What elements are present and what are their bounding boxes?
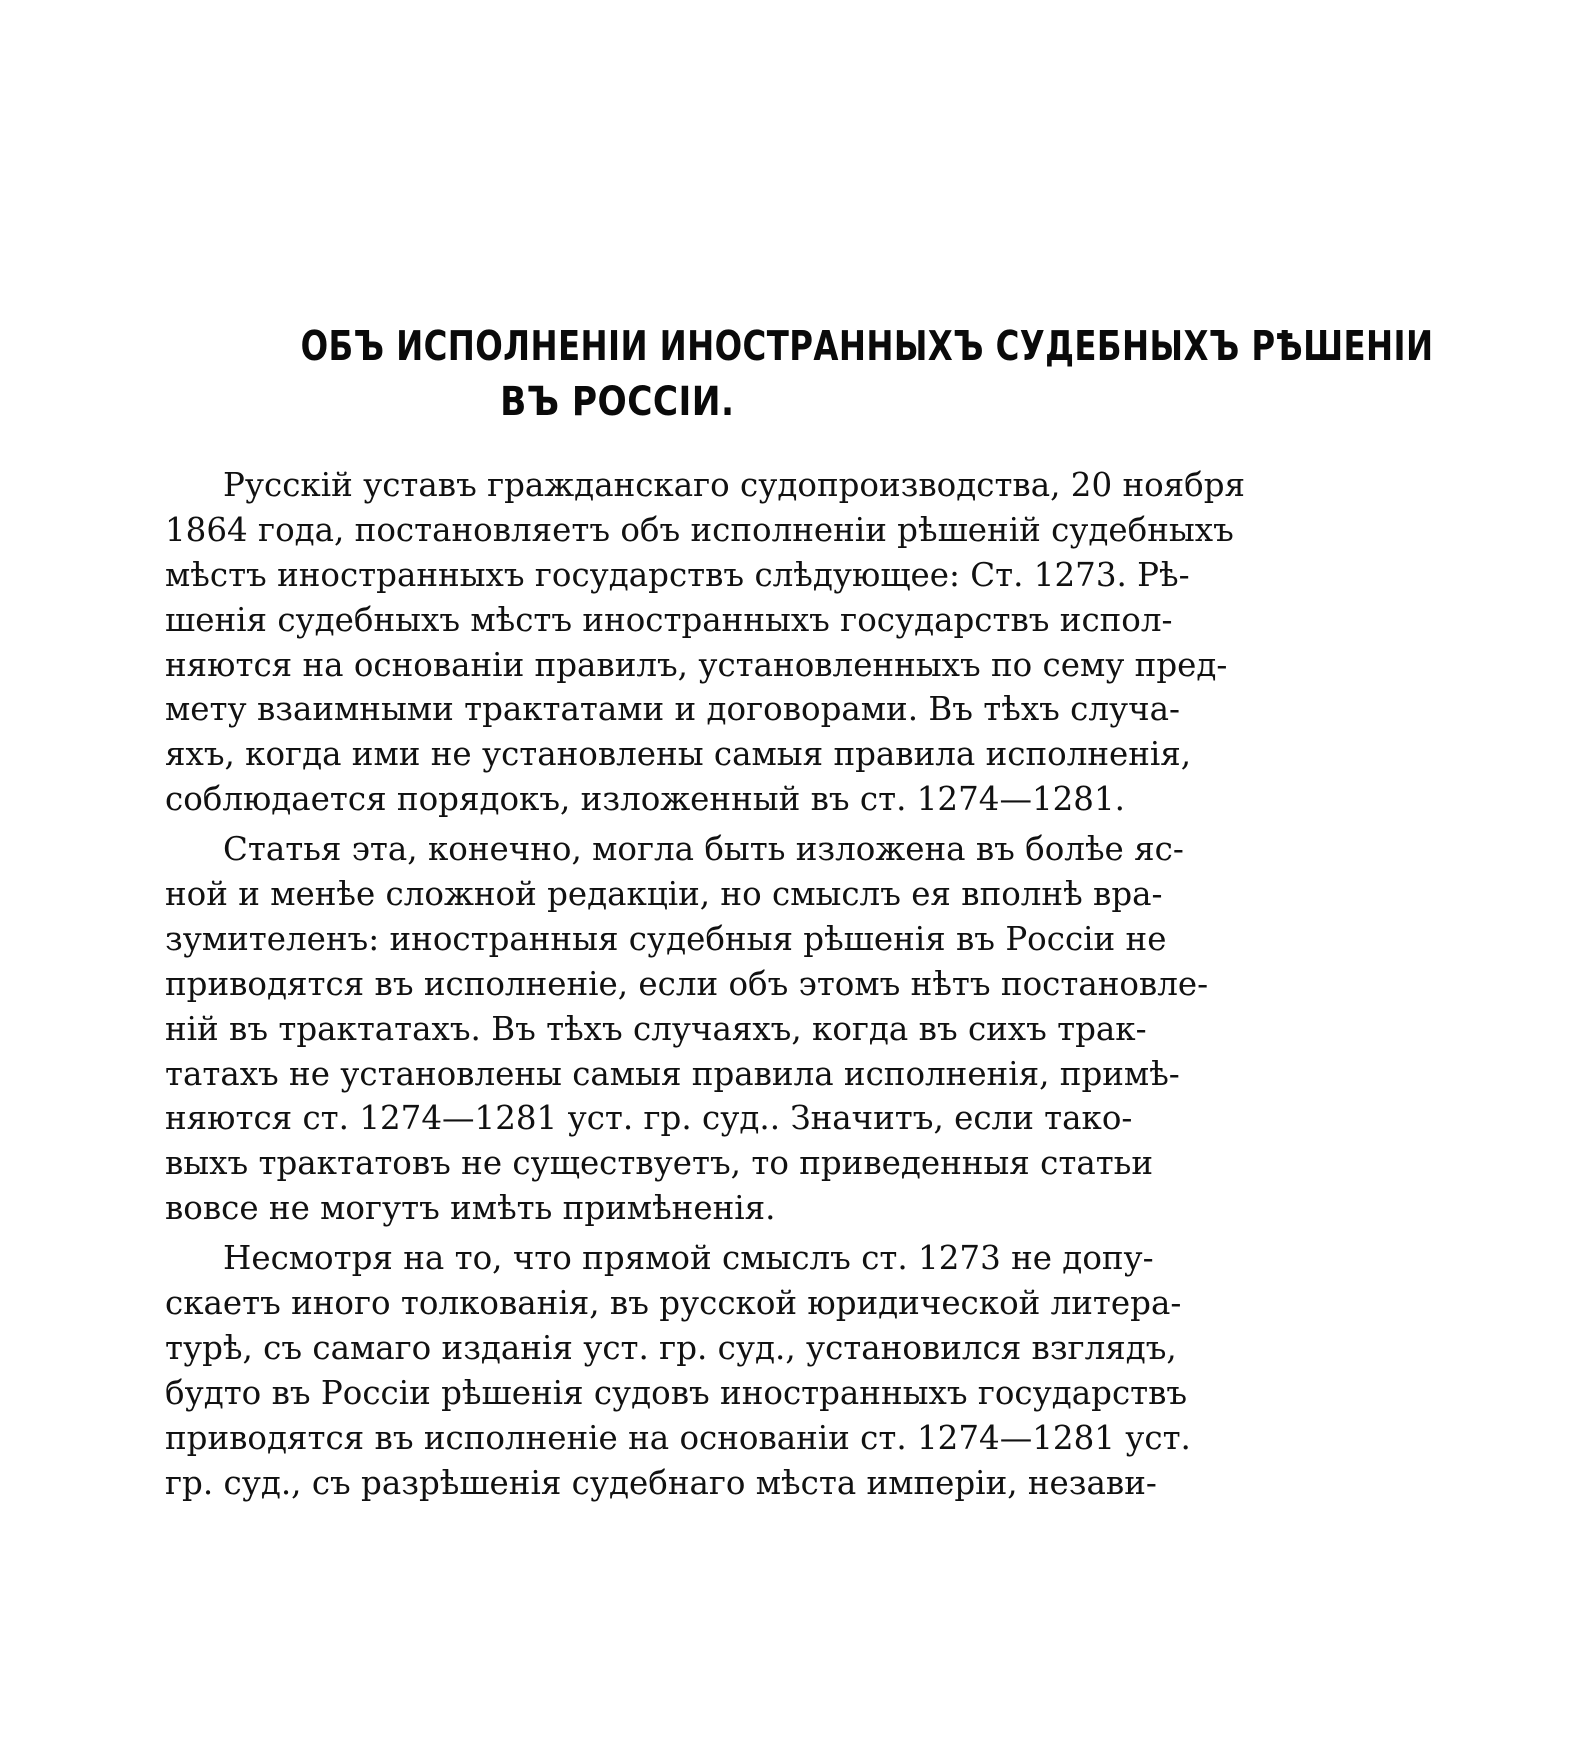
text-line: шенія судебныхъ мѣстъ иностранныхъ государствъ испол- [165,600,1173,639]
text-line: Статья эта, конечно, могла быть изложена въ болѣе яс- [223,830,1184,869]
text-line: ной и менѣе сложной редакціи, но смыслъ ея вполнѣ вра- [165,875,1163,914]
paragraph-1 [165,463,1246,822]
text-line: соблюдается порядокъ, изложенный въ ст. 1274—1281. [165,780,1125,819]
text-line: приводятся въ исполненіе, если объ этомъ нѣтъ постановле- [165,964,1209,1003]
paragraph-2 [165,827,1209,1231]
chapter-title-line-2: ВЪ РОССІИ. [500,379,735,425]
text-line: мету взаимными трактатами и договорами. Въ тѣхъ случа- [165,690,1180,729]
text-line: няются ст. 1274—1281 уст. гр. суд.. Значитъ, если тако- [165,1099,1133,1138]
chapter-title-line-1: ОБЪ ИСПОЛНЕНІИ ИНОСТРАННЫХЪ СУДЕБНЫХЪ РѢШЕНІИ [300,322,1434,370]
text-line: 1864 года, постановляетъ объ исполненіи рѣшеній судебныхъ [165,510,1234,549]
text-line: вовсе не могутъ имѣть примѣненія. [165,1189,776,1228]
paragraph-3 [165,1236,1191,1505]
text-line: яхъ, когда ими не установлены самыя правила исполненія, [165,735,1192,774]
text-line: будто въ Россіи рѣшенія судовъ иностранныхъ государствъ [165,1373,1188,1412]
text-line: няются на основаніи правилъ, установленныхъ по сему пред- [165,645,1228,684]
text-line: Русскій уставъ гражданскаго судопроизводства, 20 ноября [223,466,1246,504]
text-line: скаетъ иного толкованія, въ русской юридической литера- [165,1284,1182,1323]
text-line: ній въ трактатахъ. Въ тѣхъ случаяхъ, когда въ сихъ трак- [165,1009,1147,1048]
body-text [165,463,1246,1510]
text-line: татахъ не установлены самыя правила исполненія, примѣ- [165,1054,1180,1093]
text-line: зумителенъ: иностранныя судебныя рѣшенія въ Россіи не [165,919,1167,958]
text-line: приводятся въ исполненіе на основаніи ст. 1274—1281 уст. [165,1418,1191,1457]
chapter-title [150,318,1434,430]
text-line: Несмотря на то, что прямой смыслъ ст. 1273 не допу- [223,1239,1154,1278]
text-line: турѣ, съ самаго изданія уст. гр. суд., установился взглядъ, [165,1328,1177,1367]
text-line: выхъ трактатовъ не существуетъ, то приведенныя статьи [165,1144,1154,1183]
text-line: гр. суд., съ разрѣшенія судебнаго мѣста имперіи, незави- [165,1463,1157,1502]
text-line: мѣстъ иностранныхъ государствъ слѣдующее: Ст. 1273. Рѣ- [165,555,1190,594]
